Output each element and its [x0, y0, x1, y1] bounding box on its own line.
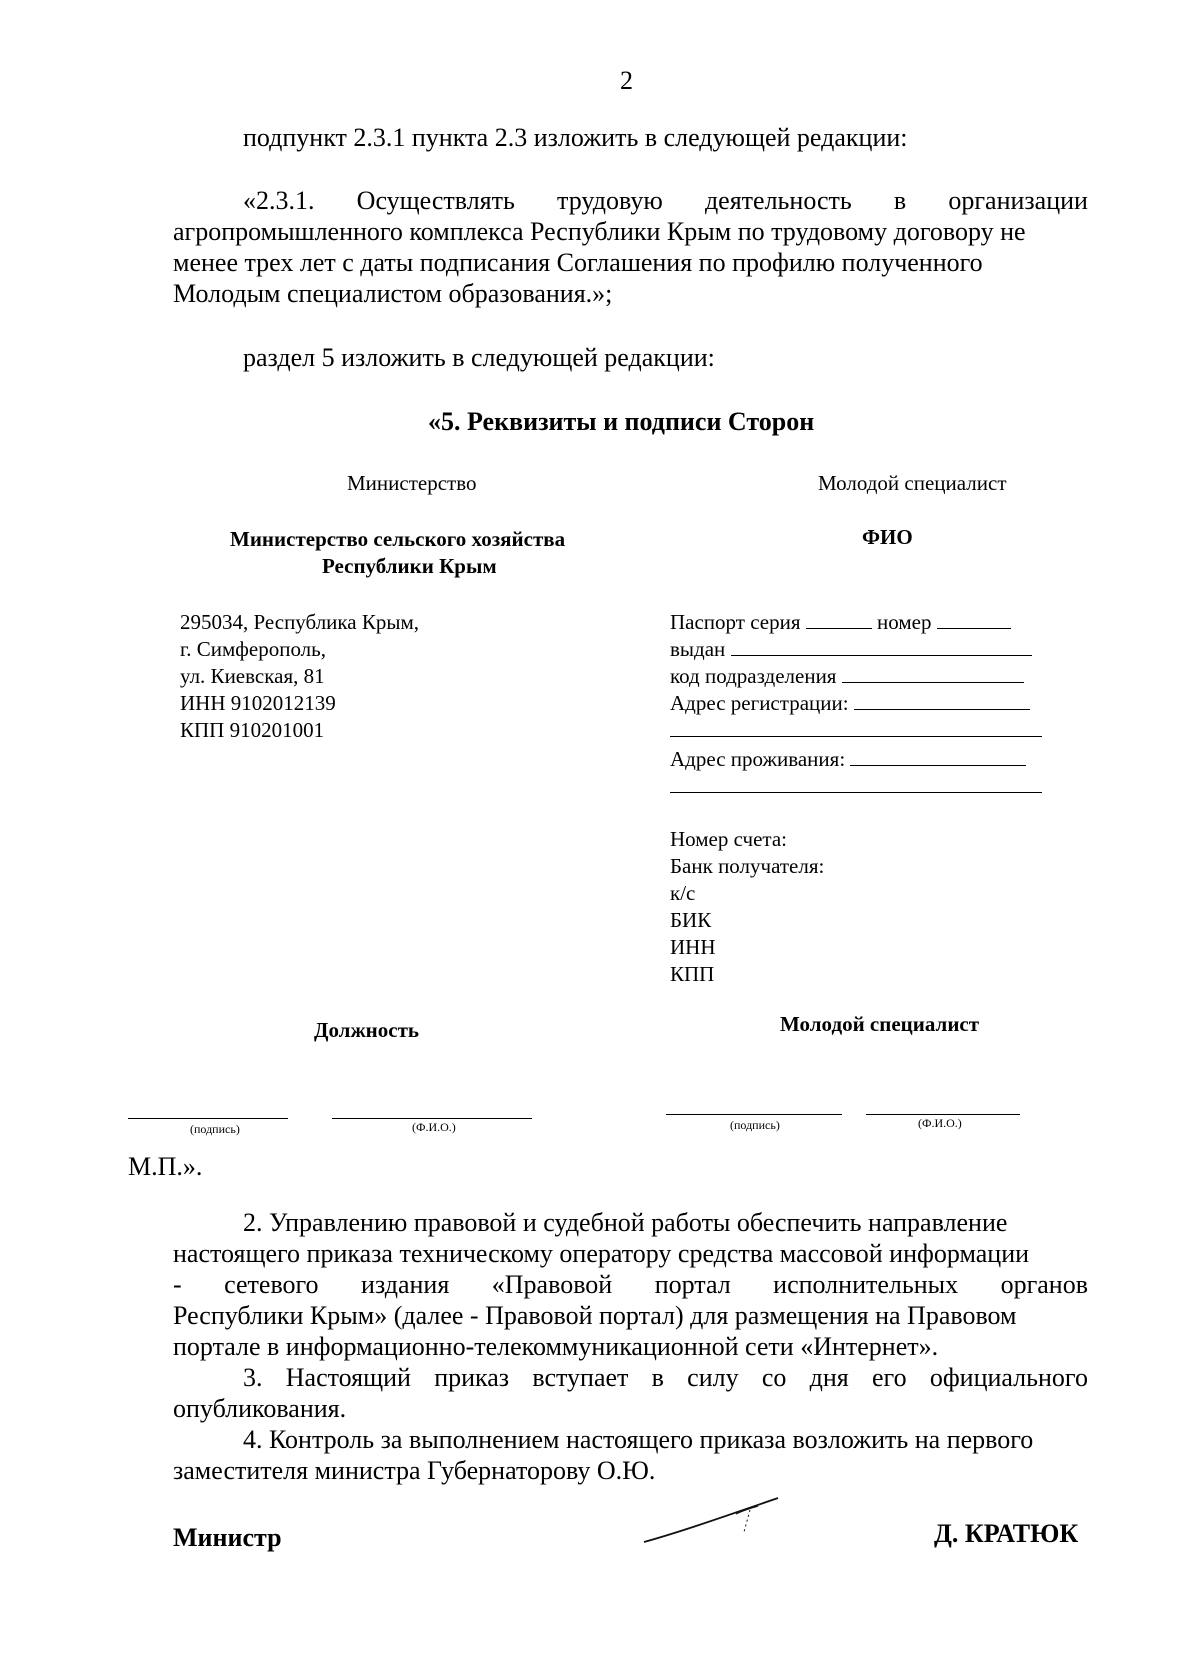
bank-line: к/с: [670, 881, 696, 905]
word: официального: [929, 1363, 1088, 1392]
p2-line-4: Республики Крым» (далее - Правовой портал) для размещения на Правовом: [173, 1301, 1017, 1330]
section-title: «5. Реквизиты и подписи Сторон: [428, 407, 815, 436]
word: «2.3.1.: [243, 186, 315, 215]
word: 3.: [243, 1363, 263, 1392]
word: дня: [809, 1363, 849, 1392]
p3-line-1: [243, 1363, 1088, 1393]
left-org-line-1: Министерство сельского хозяйства: [230, 527, 566, 551]
passport-series-label: Паспорт серия: [670, 610, 801, 634]
word: портал: [654, 1270, 731, 1299]
word: трудовую: [557, 186, 663, 215]
bank-line: Банк получателя:: [670, 854, 825, 878]
left-address-line: ул. Киевская, 81: [180, 664, 325, 688]
word: силу: [687, 1363, 739, 1392]
signatory-position: Министр: [173, 1523, 282, 1552]
issued-line: [670, 633, 1032, 662]
left-signature-line: [128, 1118, 288, 1119]
word: «Правовой: [491, 1270, 613, 1299]
word: вступает: [532, 1363, 629, 1392]
left-sign-title: Должность: [314, 1018, 420, 1042]
p4-line-1: 4. Контроль за выполнением настоящего приказа возложить на первого: [243, 1425, 1034, 1454]
intro-amend-subclause: подпункт 2.3.1 пункта 2.3 изложить в следующей редакции:: [243, 123, 908, 152]
left-org-line-2: Республики Крым: [322, 554, 497, 578]
right-fio-caption: (Ф.И.О.): [918, 1116, 962, 1130]
right-heading: Молодой специалист: [818, 471, 1007, 495]
passport-number-blank: [937, 606, 1011, 629]
p2-line-2: настоящего приказа техническому оператору средства массовой информации: [173, 1239, 1030, 1268]
bank-line: БИК: [670, 908, 712, 932]
reg-address-extra-line: [670, 736, 1042, 737]
division-code-label: код подразделения: [670, 664, 837, 688]
passport-number-label: номер: [877, 610, 932, 634]
left-fio-line: [332, 1118, 532, 1119]
right-fio: ФИО: [862, 525, 913, 549]
right-signature-line: [666, 1114, 842, 1115]
issued-blank: [731, 633, 1032, 656]
left-heading: Министерство: [347, 471, 477, 495]
word: со: [761, 1363, 787, 1392]
issued-label: выдан: [670, 637, 726, 661]
division-code-line: [670, 660, 1024, 689]
left-signature-caption: (подпись): [190, 1122, 240, 1136]
right-fio-line: [866, 1114, 1020, 1115]
left-address-line: г. Симферополь,: [180, 637, 326, 661]
p3-line-2: опубликования.: [173, 1394, 347, 1423]
bank-line: КПП: [670, 962, 715, 986]
page-number: 2: [620, 66, 633, 95]
clause-line-2: агропромышленного комплекса Республики Крым по трудовому договору не: [173, 217, 1026, 246]
passport-series-blank: [806, 606, 872, 629]
minister-signature-icon: [640, 1488, 790, 1548]
word: деятельность: [704, 186, 852, 215]
left-address-line: ИНН 9102012139: [180, 691, 336, 715]
p2-line-3: [173, 1270, 1088, 1300]
clause-line-3: менее трех лет с даты подписания Соглашения по профилю полученного: [173, 248, 983, 277]
reg-address-label: Адрес регистрации:: [670, 691, 849, 715]
reg-address-line: [670, 687, 1030, 716]
left-fio-caption: (Ф.И.О.): [412, 1120, 456, 1134]
live-address-line: [670, 743, 1026, 772]
clause-line-1: [243, 186, 1088, 216]
passport-line: [670, 606, 1011, 635]
p2-line-1: 2. Управлению правовой и судебной работы обеспечить направление: [243, 1208, 1008, 1237]
word: Осуществлять: [356, 186, 515, 215]
word: в: [651, 1363, 664, 1392]
left-address-line: 295034, Республика Крым,: [180, 610, 420, 634]
live-address-blank: [850, 743, 1026, 766]
right-signature-caption: (подпись): [730, 1118, 780, 1132]
intro-amend-section: раздел 5 изложить в следующей редакции:: [243, 343, 715, 372]
bank-line: ИНН: [670, 935, 716, 959]
division-code-blank: [842, 660, 1024, 683]
right-sign-title: Молодой специалист: [780, 1012, 980, 1036]
word: Настоящий: [285, 1363, 411, 1392]
clause-line-4: Молодым специалистом образования.»;: [173, 279, 613, 308]
live-address-extra-line: [670, 792, 1042, 793]
p4-line-2: заместителя министра Губернаторову О.Ю.: [173, 1456, 656, 1485]
word: -: [173, 1270, 182, 1299]
word: исполнительных: [773, 1270, 959, 1299]
word: приказ: [434, 1363, 510, 1392]
stamp-mark: М.П.».: [128, 1152, 203, 1181]
bank-line: Номер счета:: [670, 827, 787, 851]
signatory-name: Д. КРАТЮК: [934, 1519, 1079, 1548]
reg-address-blank: [854, 687, 1030, 710]
word: его: [872, 1363, 907, 1392]
left-address-line: КПП 910201001: [180, 718, 325, 742]
live-address-label: Адрес проживания:: [670, 747, 846, 771]
word: сетевого: [224, 1270, 319, 1299]
p2-line-5: портале в информационно-телекоммуникационной сети «Интернет».: [173, 1332, 939, 1361]
word: организации: [948, 186, 1088, 215]
word: издания: [361, 1270, 450, 1299]
word: органов: [1000, 1270, 1088, 1299]
word: в: [893, 186, 907, 215]
